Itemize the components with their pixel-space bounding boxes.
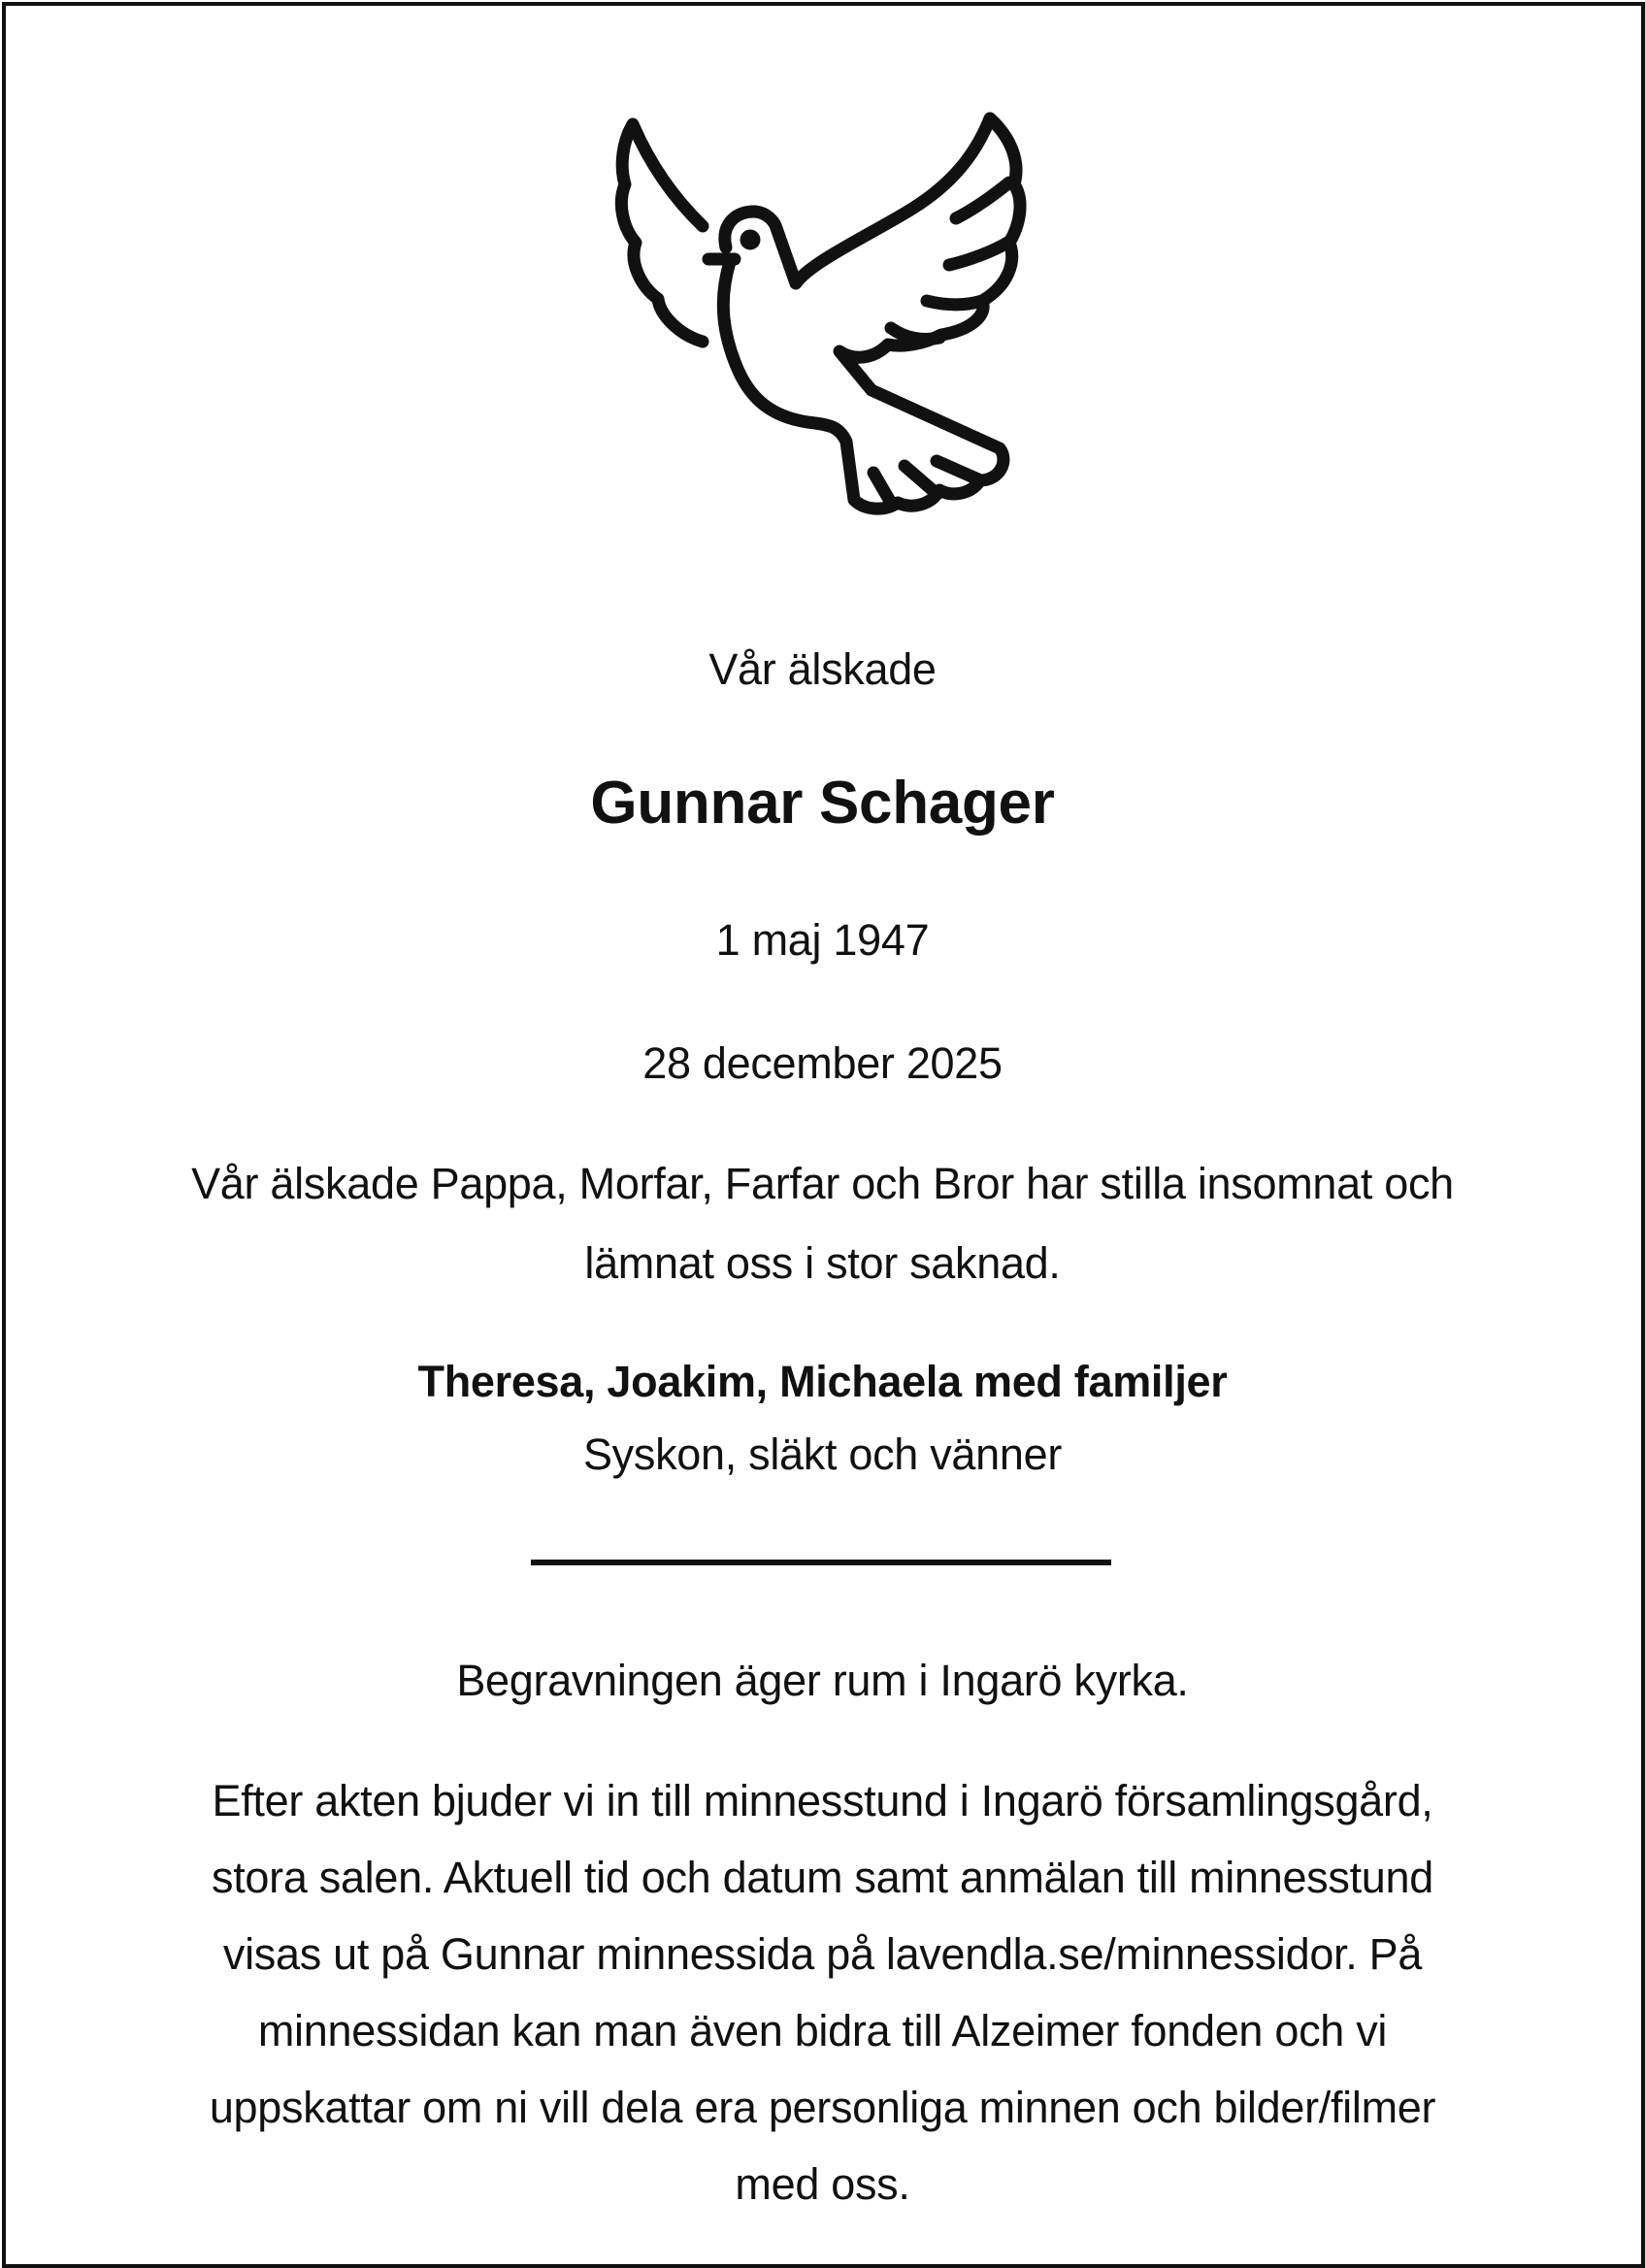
- memorial-line: Efter akten bjuder vi in till minnesstund i Ingarö församlingsgård,: [212, 1776, 1433, 1825]
- mourners-secondary: Syskon, släkt och vänner: [582, 1430, 1063, 1479]
- message-line: Vår älskade Pappa, Morfar, Farfar och Bror har stilla insomnat och: [191, 1159, 1454, 1208]
- death-date: 28 december 2025: [642, 1038, 1003, 1088]
- funeral-info: Begravningen äger rum i Ingarö kyrka.: [456, 1656, 1189, 1705]
- memorial-line: stora salen. Aktuell tid och datum samt anmälan till minnesstund: [212, 1853, 1433, 1902]
- dove-icon: [582, 97, 1048, 543]
- divider: [531, 1560, 1111, 1565]
- message-line: lämnat oss i stor saknad.: [584, 1238, 1061, 1288]
- memorial-line: med oss.: [735, 2159, 910, 2209]
- memorial-line: visas ut på Gunnar minnessida på lavendla.se/minnessidor. På: [222, 1929, 1423, 1979]
- birth-date: 1 maj 1947: [715, 915, 930, 965]
- memorial-line: minnessidan kan man även bidra till Alzeimer fonden och vi: [257, 2006, 1388, 2055]
- deceased-name: Gunnar Schager: [590, 770, 1055, 837]
- memorial-line: uppskattar om ni vill dela era personliga minnen och bilder/filmer: [209, 2083, 1436, 2132]
- mourners-primary: Theresa, Joakim, Michaela med familjer: [417, 1357, 1228, 1406]
- intro-text: Vår älskade: [708, 644, 937, 694]
